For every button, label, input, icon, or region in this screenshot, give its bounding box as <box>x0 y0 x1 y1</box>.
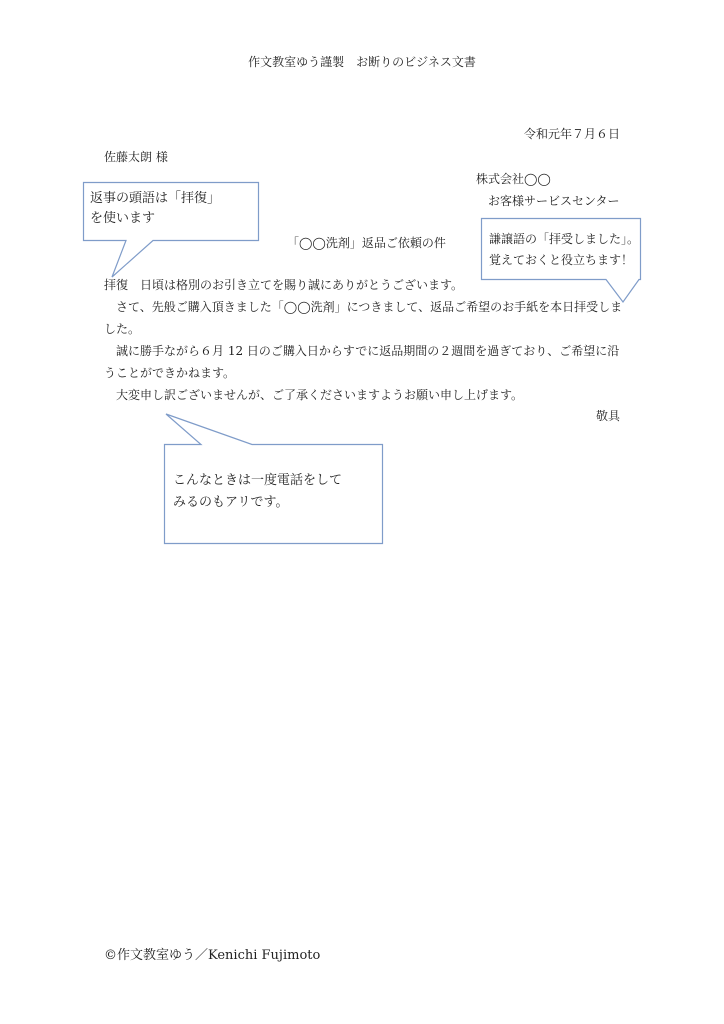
sender-company: 株式会社◯◯ <box>476 172 551 186</box>
callout-2-line-2: 覚えておくと役立ちます！ <box>489 253 634 267</box>
letter-subject: 「◯◯洗剤」返品ご依頼の件 <box>287 236 446 250</box>
callout-1-line-2: を使います <box>90 211 156 226</box>
document-header-title: 作文教室ゆう謹製 お断りのビジネス文書 <box>248 55 476 69</box>
letter-paragraph-4: 大変申し訳ございませんが、ご了承くださいますようお願い申し上げます。 <box>104 388 524 402</box>
sender-department: お客様サービスセンター <box>488 194 620 208</box>
callout-2 <box>481 218 641 308</box>
letter-recipient: 佐藤太朗 様 <box>104 150 168 164</box>
letter-date: 令和元年７月６日 <box>523 127 620 141</box>
letter-paragraph-1: 拝復 日頃は格別のお引き立てを賜り誠にありがとうございます。 <box>104 278 464 292</box>
callout-3-line-2: みるのもアリです。 <box>173 495 289 510</box>
callout-1 <box>83 182 263 282</box>
callout-1-line-1: 返事の頭語は「拝復」 <box>90 191 221 206</box>
letter-paragraph-3: 誠に勝手ながら６月 12 日のご購入日からすでに返品期間の２週間を過ぎており、ご希望に沿うことができかねます。 <box>104 344 620 380</box>
footer-credit: ©作文教室ゆう／Kenichi Fujimoto <box>104 948 321 963</box>
letter-closing: 敬具 <box>595 409 620 423</box>
callout-3-line-1: こんなときは一度電話をして <box>173 473 343 488</box>
callout-3 <box>164 410 384 545</box>
callout-2-line-1: 謙譲語の「拝受しました」。 <box>489 232 640 246</box>
letter-paragraph-2: さて、先般ご購入頂きました「◯◯洗剤」につきまして、返品ご希望のお手紙を本日拝受しました。 <box>104 300 623 336</box>
